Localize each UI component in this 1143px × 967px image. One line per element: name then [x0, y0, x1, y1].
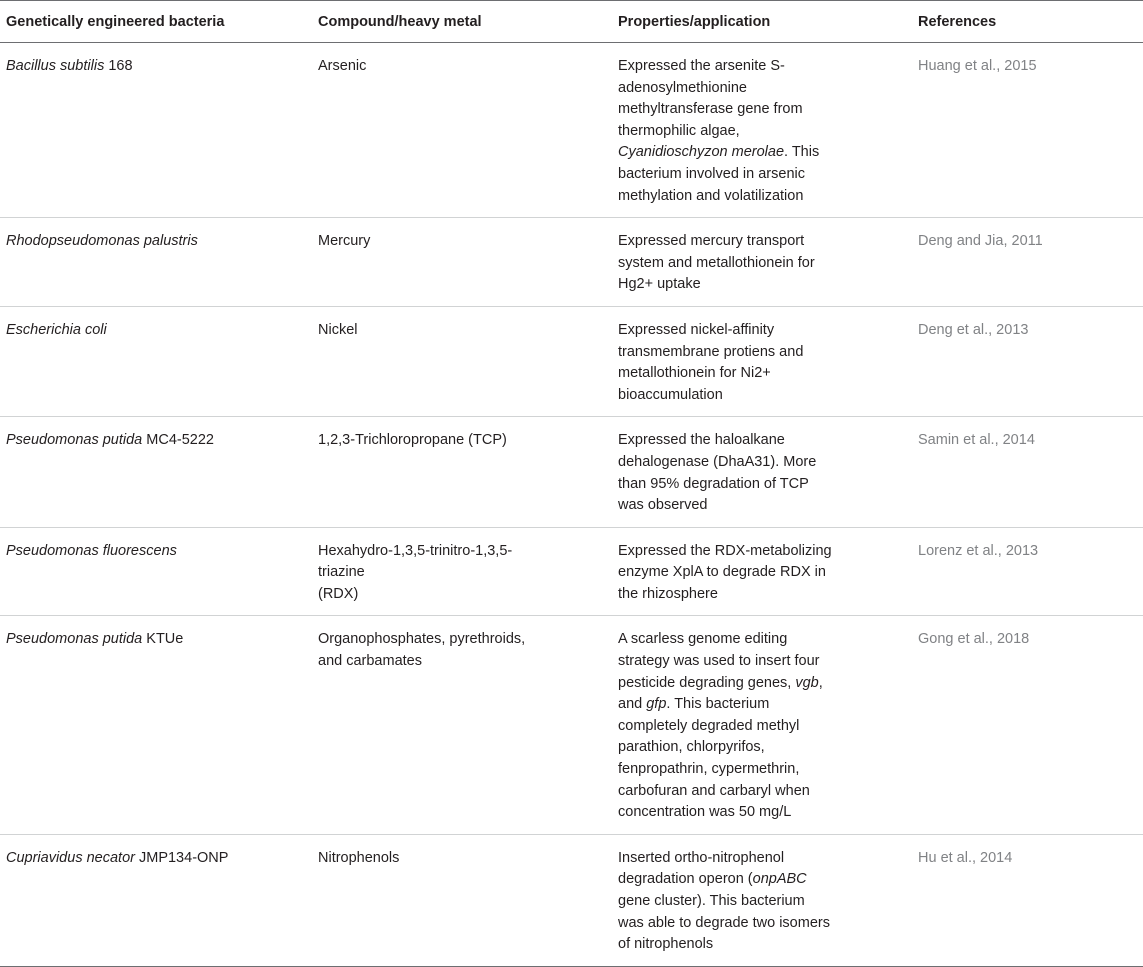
- bacteria-species: Rhodopseudomonas palustris: [6, 233, 198, 250]
- cell-properties: [618, 417, 918, 527]
- cell-compound: [318, 527, 618, 616]
- table-row: [0, 527, 1143, 616]
- properties-text: Expressed the RDX-metabolizing enzyme XplA to degrade RDX in the rhizosphere: [618, 542, 832, 602]
- cell-compound: [318, 306, 618, 416]
- cell-bacteria: [0, 43, 318, 218]
- table-header-row: [0, 1, 1143, 43]
- properties-text: A scarless genome editing strategy was used to insert four pesticide degrading genes,: [618, 631, 820, 691]
- properties-text: Expressed the arsenite S-adenosylmethionine methyltransferase gene from thermophilic algae,: [618, 58, 803, 139]
- cell-compound: [318, 616, 618, 834]
- cell-properties: [618, 43, 918, 218]
- properties-species: Cyanidioschyzon merolae: [618, 144, 785, 161]
- properties-gene: vgb: [795, 674, 819, 691]
- properties-gene: gfp: [646, 696, 667, 713]
- bacteria-strain: KTUe: [142, 631, 184, 648]
- cell-reference: [918, 834, 1143, 966]
- properties-text: . This bacterium involved in arsenic methylation and volatilization: [618, 144, 820, 204]
- cell-reference: [918, 306, 1143, 416]
- properties-gene: onpABC: [752, 871, 807, 888]
- cell-properties: [618, 616, 918, 834]
- cell-compound: [318, 834, 618, 966]
- compound-text: 1,2,3-Trichloropropane (TCP): [318, 432, 507, 449]
- bacteria-species: Pseudomonas fluorescens: [6, 542, 177, 559]
- compound-text: Nickel: [318, 321, 358, 338]
- table-row: [0, 218, 1143, 307]
- table-row: [0, 834, 1143, 966]
- bacteria-species: Cupriavidus necator: [6, 849, 135, 866]
- properties-text: Expressed the haloalkane dehalogenase (DhaA31). More than 95% degradation of TCP was observed: [618, 432, 817, 514]
- header-references: References: [918, 1, 1143, 43]
- cell-reference: [918, 616, 1143, 834]
- compound-text: Arsenic: [318, 58, 367, 74]
- table-row: [0, 616, 1143, 834]
- cell-compound: [318, 417, 618, 527]
- bacteria-strain: 168: [104, 58, 133, 74]
- cell-bacteria: [0, 417, 318, 527]
- cell-compound: [318, 43, 618, 218]
- properties-text: Expressed nickel-affinity transmembrane protiens and metallothionein for Ni2+ bioaccumulation: [618, 321, 804, 403]
- table-row: [0, 306, 1143, 416]
- compound-text: Mercury: [318, 233, 371, 250]
- cell-reference: [918, 218, 1143, 307]
- properties-text: , and: [618, 674, 823, 713]
- bacteria-strain: JMP134-ONP: [134, 849, 229, 866]
- table-row: [0, 43, 1143, 218]
- compound-text: Nitrophenols: [318, 849, 400, 866]
- cell-bacteria: [0, 527, 318, 616]
- header-bacteria: Genetically engineered bacteria: [0, 1, 318, 43]
- cell-bacteria: [0, 616, 318, 834]
- cell-properties: [618, 527, 918, 616]
- table-row: [0, 417, 1143, 527]
- compound-text: Organophosphates, pyrethroids, and carbamates: [318, 631, 526, 670]
- reference-link[interactable]: Samin et al., 2014: [918, 432, 1035, 449]
- bacteria-species: Escherichia coli: [6, 321, 107, 338]
- compound-text: Hexahydro-1,3,5-trinitro-1,3,5-triazine: [318, 542, 513, 581]
- reference-link[interactable]: Gong et al., 2018: [918, 631, 1030, 648]
- reference-link[interactable]: Hu et al., 2014: [918, 849, 1013, 866]
- reference-link[interactable]: Huang et al., 2015: [918, 58, 1037, 74]
- cell-compound: [318, 218, 618, 307]
- cell-reference: [918, 43, 1143, 218]
- cell-reference: [918, 417, 1143, 527]
- reference-link[interactable]: Deng et al., 2013: [918, 321, 1029, 338]
- cell-properties: [618, 834, 918, 966]
- bacteria-strain: MC4-5222: [142, 432, 214, 449]
- properties-text: Inserted ortho-nitrophenol degradation operon (: [618, 849, 785, 888]
- header-properties: Properties/application: [618, 1, 918, 43]
- properties-text: gene cluster). This bacterium was able to degrade two isomers of nitrophenols: [618, 893, 830, 953]
- compound-abbreviation: (RDX): [318, 585, 359, 602]
- bacteria-species: Pseudomonas putida: [6, 631, 143, 648]
- properties-text: Expressed mercury transport system and metallothionein for Hg2+ uptake: [618, 233, 815, 293]
- cell-bacteria: [0, 306, 318, 416]
- cell-bacteria: [0, 834, 318, 966]
- cell-properties: [618, 218, 918, 307]
- reference-link[interactable]: Lorenz et al., 2013: [918, 542, 1039, 559]
- header-compound: Compound/heavy metal: [318, 1, 618, 43]
- reference-link[interactable]: Deng and Jia, 2011: [918, 233, 1043, 250]
- cell-reference: [918, 527, 1143, 616]
- cell-properties: [618, 306, 918, 416]
- properties-text: . This bacterium completely degraded methyl parathion, chlorpyrifos, fenpropathrin, cypermethrin, carbofuran and carbaryl when concentration was 50 mg/L: [618, 696, 810, 821]
- cell-bacteria: [0, 218, 318, 307]
- bacteria-species: Bacillus subtilis: [6, 58, 105, 74]
- bacteria-species: Pseudomonas putida: [6, 432, 143, 449]
